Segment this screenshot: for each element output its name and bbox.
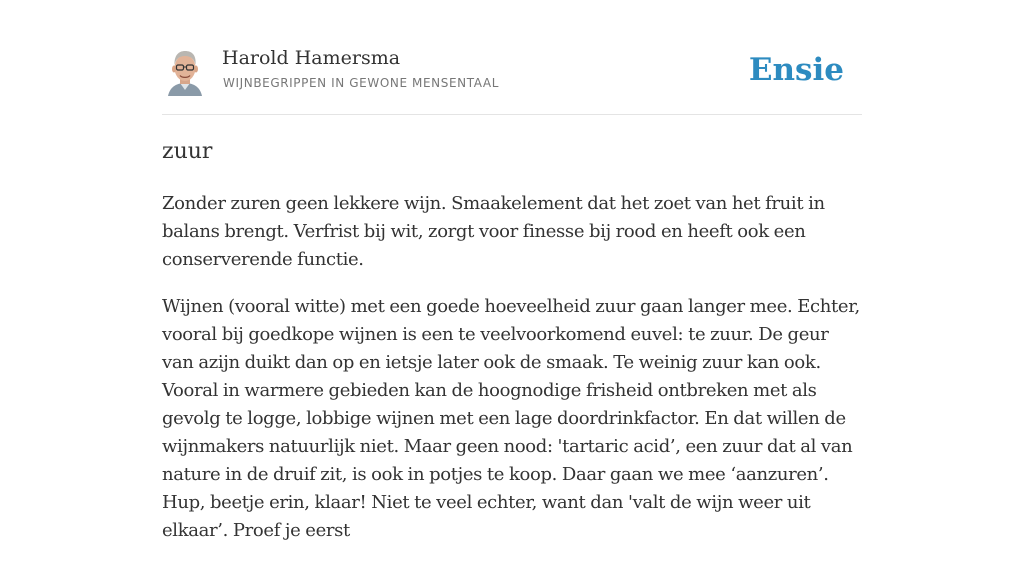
definition-paragraph: Wijnen (vooral witte) met een goede hoeveelheid zuur gaan langer mee. Echter, vooral bij goedkope wijnen is een te veelvoorkomend euvel: te zuur. De geur van azijn duikt dan op en ietsje later ook de smaak. Te weinig zuur kan ook. Vooral in warmere gebieden kan de hoognodige frisheid ontbreken met als gevolg te logge, lobbige wijnen met een lage doordrinkfactor. En dat willen de wijnmakers natuurlijk niet. Maar geen nood: 'tartaric acid’, een zuur dat al van nature in de druif zit, is ook in potjes te koop. Daar gaan we mee ‘aanzuren’. Hup, beetje erin, klaar! Niet te veel echter, want dan 'valt de wijn weer uit elkaar’. Proef je eerst [162,296,860,541]
author-name[interactable]: Harold Hamersma [222,47,401,69]
definition-paragraph: Zonder zuren geen lekkere wijn. Smaakelement dat het zoet van het fruit in balans brengt. Verfrist bij wit, zorgt voor finesse bij rood en heeft ook een conserverende functie. [162,193,825,270]
definition-body [162,190,864,564]
ensie-logo[interactable]: Ensie [748,52,844,88]
page-title: zuur [162,139,213,164]
author-portrait-icon [164,46,206,96]
author-subtitle: WIJNBEGRIPPEN IN GEWONE MENSENTAAL [223,76,499,90]
avatar[interactable] [164,46,206,96]
author-header [162,0,862,115]
